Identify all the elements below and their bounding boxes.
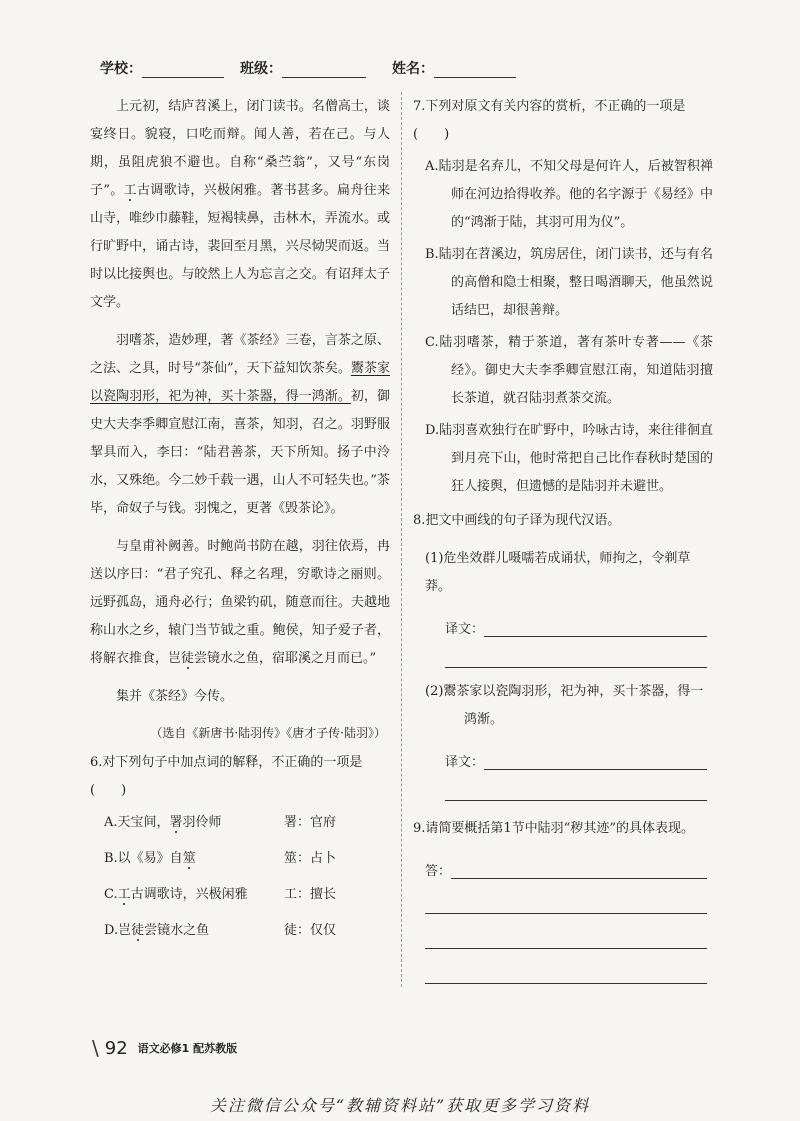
question-6-option-c[interactable]: C.工古调歌诗，兴极闲雅 工：擅长 [90,877,390,913]
question-9-stem: 9.请简要概括第1节中陆羽“秽其迹”的具体表现。 [413,821,694,836]
class-input-line[interactable] [282,63,366,78]
translation-1-field[interactable] [445,609,713,637]
translation-1-extra-line[interactable] [445,637,707,668]
left-column [90,93,390,949]
question-6-option-d[interactable]: D.岂徒尝镜水之鱼 徒：仅仅 [90,913,390,949]
question-6-option-a[interactable]: A.天宝间，署羽伶师 署：官府 [90,805,390,841]
passage-paragraph-1: 上元初，结庐苕溪上，闭门读书。名僧高士，谈宴终日。貌寝，口吃而辩。闻人善，若在己。与人期，虽阻虎狼不避也。自称“桑苎翁”，又号“东岗子”。工古调歌诗，兴极闲雅。著书甚多。扁舟往来山寺，唯纱巾藤鞋，短褐犊鼻，击林木，弄流水。或行旷野中，诵古诗，裴回至月黑，兴尽恸哭而返。当时以比接舆也。与皎然上人为忘言之交。有诏拜太子文学。 [90,99,390,310]
question-7-option-b[interactable]: B.陆羽在苕溪边，筑房居住，闭门读书，还与有名的高僧和隐士相聚，整日喝酒聊天，他虽然说话结巴，却很善辩。 [425,247,713,318]
option-c-gloss: 工：擅长 [284,887,337,902]
passage-paragraph-2: 羽嗜茶，造妙理，著《茶经》三卷，言茶之原、之法、之具，时号“茶仙”，天下益知饮茶矣。鬻茶家以瓷陶羽形，祀为神，买十茶器，得一鸿渐。初，御史大夫李季卿宣慰江南，喜茶，知羽，召之。羽野服挈具而入，李曰：“陆君善茶，天下所知。扬子中泠水，又殊绝。今二妙千载一遇，山人不可轻失也。”茶毕，命奴子与钱。羽愧之，更著《毁茶论》。 [90,333,390,516]
question-7-option-d[interactable]: D.陆羽喜欢独行在旷野中，吟咏古诗，来往徘徊直到月亮下山，他时常把自己比作春秋时楚国的狂人接舆，但遗憾的是陆羽并未避世。 [425,423,713,494]
translation-2-extra-line[interactable] [445,770,707,801]
dotted-char-gong: 工 [123,183,137,198]
answer-label: 答： [425,864,452,879]
passage-paragraph-4: 集并《茶经》今传。 [116,689,234,704]
question-6-stem: 6.对下列句子中加点词的解释，不正确的一项是 ( ) [90,755,376,798]
dotted-char-tu: 徒 [181,651,195,666]
question-7-option-a[interactable]: A.陆羽是名弃儿，不知父母是何许人，后被智积禅师在河边拾得收养。他的名字源于《易经》中的“鸿渐于陆，其羽可用为仪”。 [425,159,713,230]
option-b-gloss: 筮：占卜 [284,851,337,866]
question-7-stem: 7.下列对原文有关内容的赏析，不正确的一项是 ( ) [413,99,699,142]
footer-slash-icon: \ [92,1036,99,1060]
question-8-sentence-1: (1)危坐效群儿嗫嚅若成诵状，师拘之，令剃草莽。 [425,551,691,594]
class-field [240,58,366,78]
right-column [413,93,713,984]
class-label: 班级： [240,61,282,77]
answer-line-3[interactable] [425,914,707,949]
school-label: 学校： [100,61,142,77]
option-a-gloss: 署：官府 [284,815,337,830]
option-d-gloss: 徒：仅仅 [284,923,337,938]
question-6 [90,749,390,949]
watermark-text: 关注微信公众号“教辅资料站”获取更多学习资料 [209,1096,591,1115]
name-label: 姓名： [392,61,434,77]
answer-field[interactable] [425,851,713,879]
school-input-line[interactable] [142,63,224,78]
question-8-sentence-2: (2)鬻茶家以瓷陶羽形，祀为神，买十茶器，得一鸿渐。 [425,684,704,727]
question-7 [413,93,713,501]
underlined-sentence: 鬻茶家以瓷陶羽形，祀为神，买十茶器，得一鸿渐。 [90,361,390,404]
book-title: 语文必修1 配苏教版 [137,1042,238,1055]
translation-2-field[interactable] [445,742,713,770]
question-9 [413,815,713,984]
passage-source: （选自《新唐书·陆羽传》《唐才子传·陆羽》） [150,726,386,740]
question-8-stem: 8.把文中画线的句子译为现代汉语。 [413,513,621,528]
name-input-line[interactable] [434,63,516,78]
page-footer [92,1036,237,1060]
answer-line-4[interactable] [425,949,707,984]
question-6-option-b[interactable]: B.以《易》自筮 筮：占卜 [90,841,390,877]
answer-line-2[interactable] [425,879,707,914]
school-field [100,58,224,78]
translation-2-label: 译文： [445,755,485,770]
column-divider [401,92,402,987]
passage [90,93,390,747]
name-field [392,58,516,78]
page-number: 92 [104,1037,128,1059]
translation-1-label: 译文： [445,622,485,637]
question-7-option-c[interactable]: C.陆羽嗜茶，精于茶道，著有茶叶专著——《茶经》。御史大夫李季卿宣慰江南，知道陆羽擅长茶道，就召陆羽煮茶交流。 [425,335,713,406]
question-8 [413,507,713,801]
passage-paragraph-3: 与皇甫补阙善。时鲍尚书防在越，羽往依焉，冉送以序曰：“君子究孔、释之名理，穷歌诗之丽则。远野孤岛，通舟必行；鱼梁钓矶，随意而往。夫越地称山水之乡，辕门当节钺之重。鲍侯，知子爱子者，将解衣推食，岂徒尝镜水之鱼，宿耶溪之月而已。” [90,539,390,666]
